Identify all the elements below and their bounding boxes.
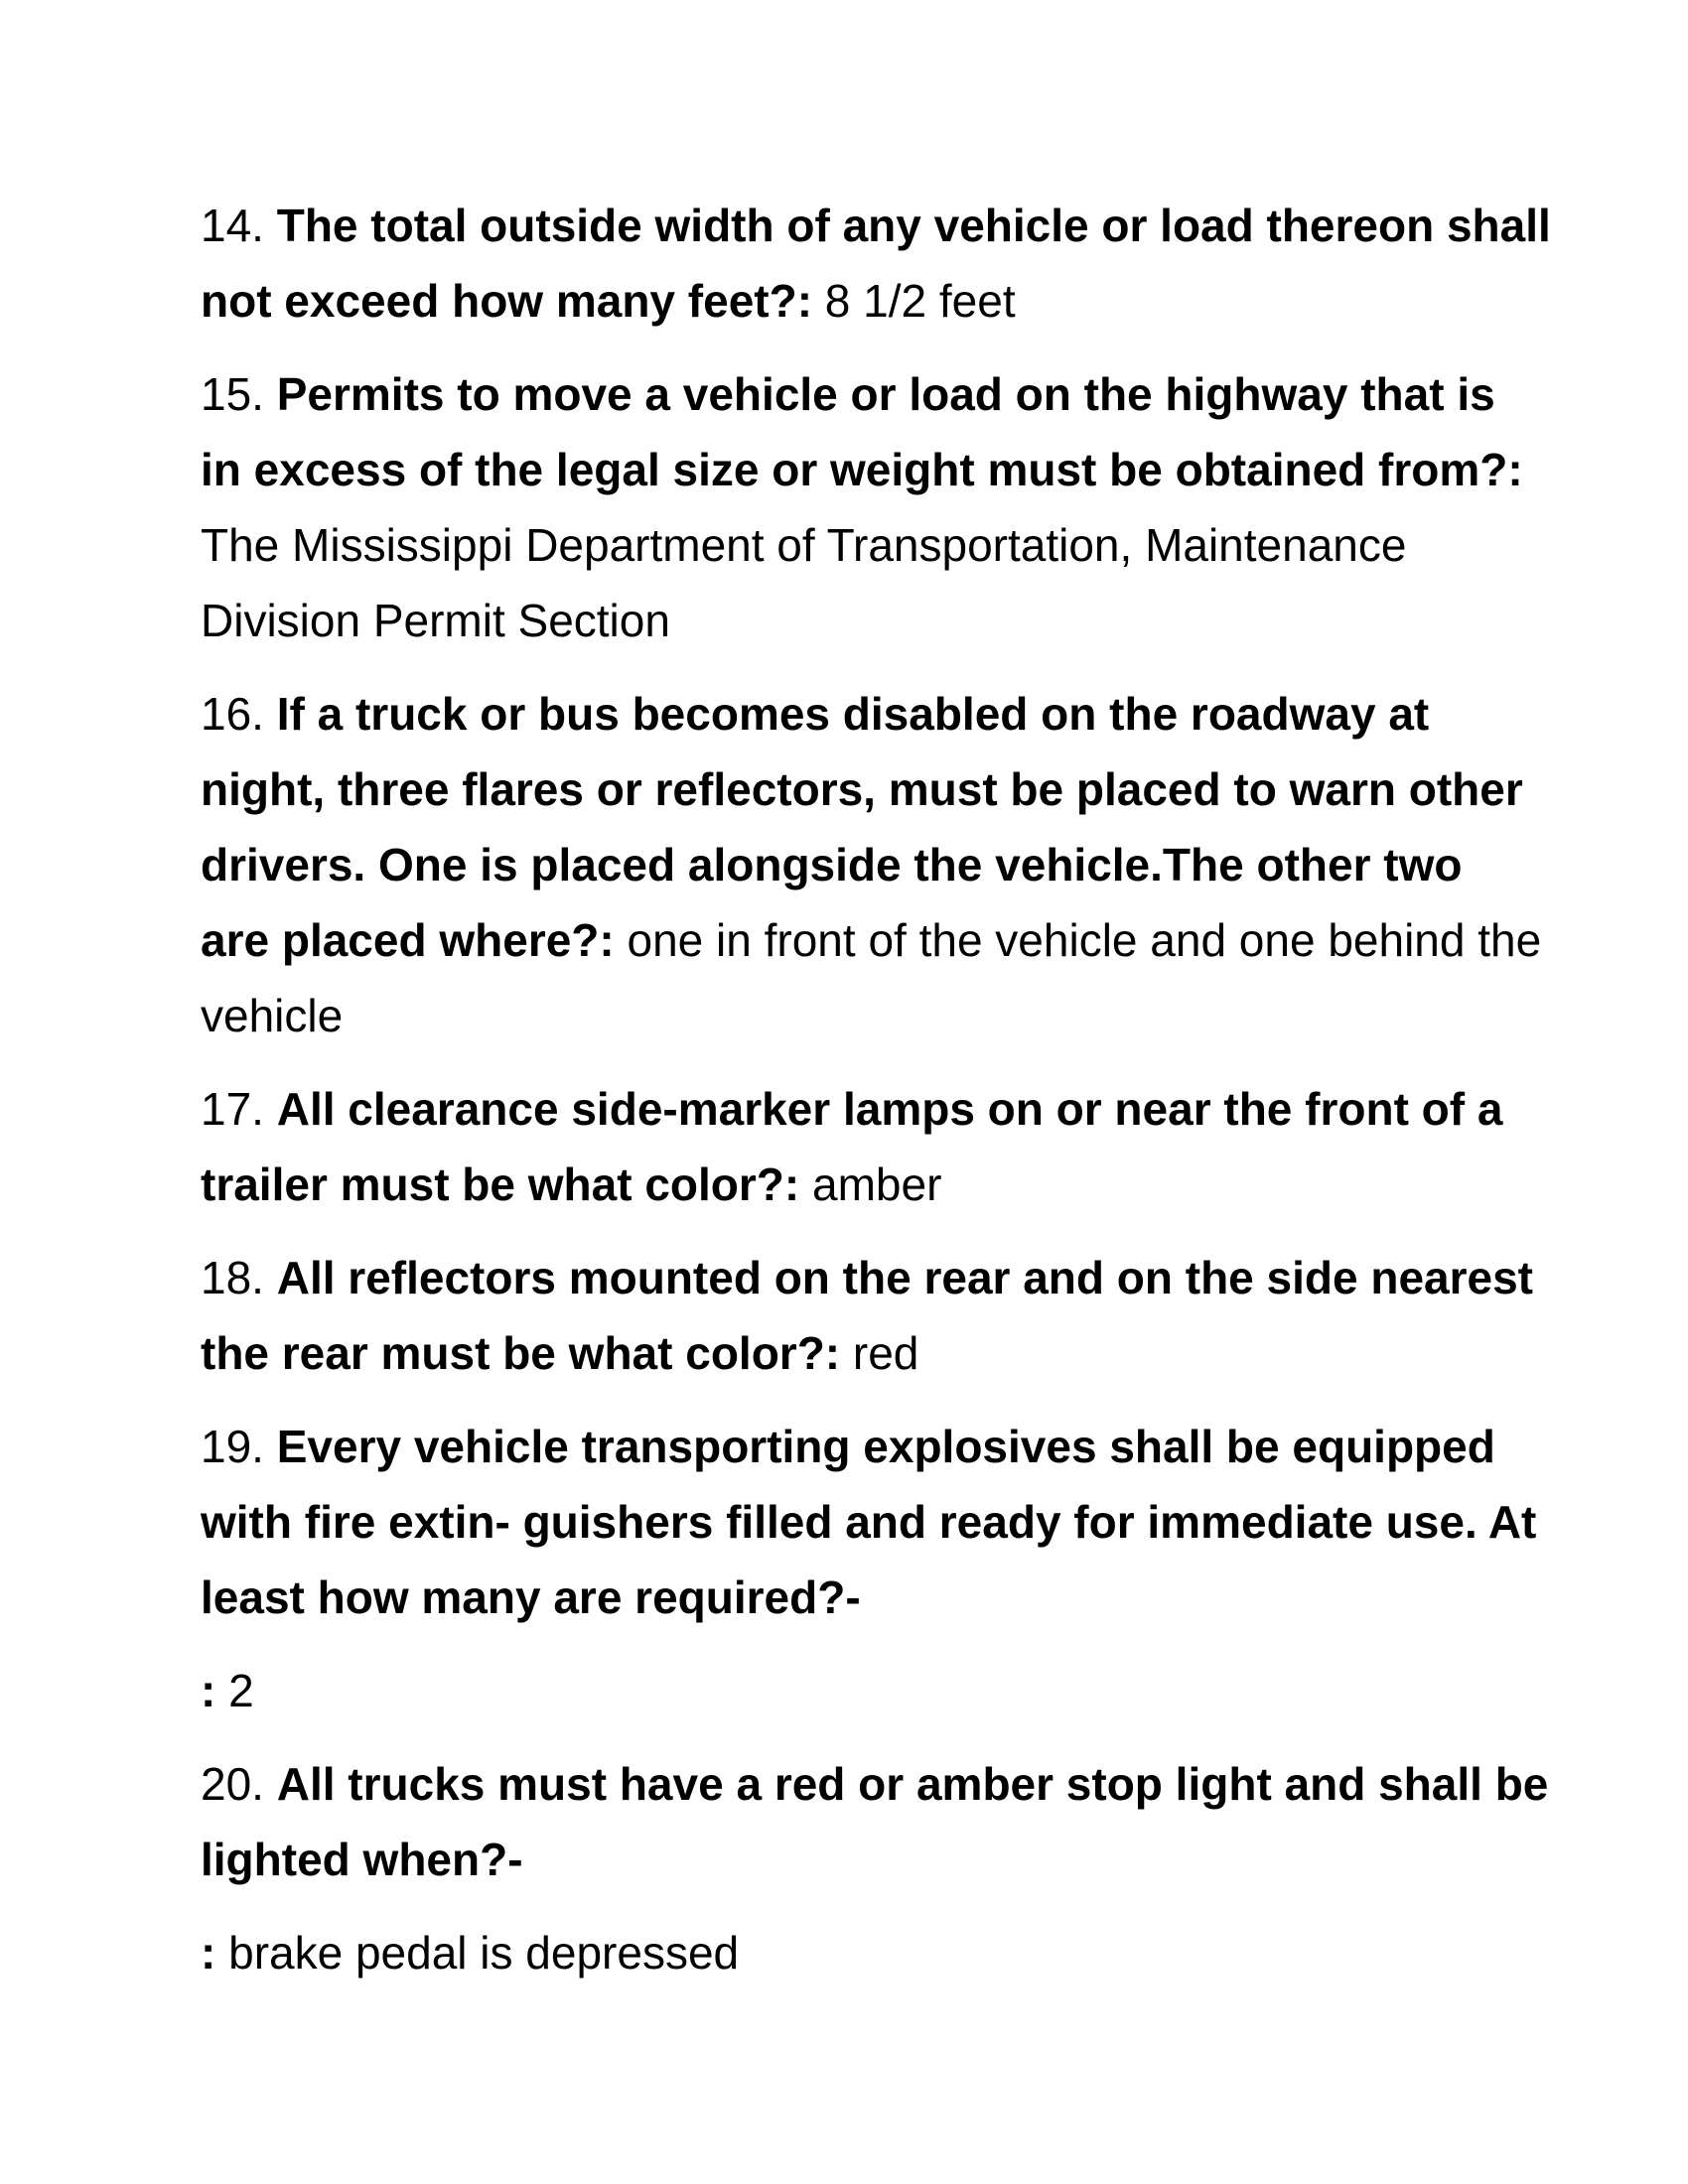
question-text: are placed where?: — [201, 914, 615, 966]
document-page — [201, 188, 1551, 2008]
answer-colon: : — [201, 1665, 216, 1716]
question-17 — [201, 1071, 1511, 1222]
question-18 — [201, 1240, 1534, 1391]
answer-text: 2 — [228, 1665, 254, 1716]
question-text: with fire extin- guishers filled and ready for immediate use. At — [201, 1496, 1537, 1548]
question-number: 16. — [201, 688, 264, 740]
question-line — [201, 1147, 1511, 1222]
question-line — [201, 1240, 1534, 1315]
question-text: All trucks must have a red or amber stop light and shall be — [276, 1758, 1549, 1810]
question-16 — [201, 676, 1542, 1053]
question-19 — [201, 1409, 1537, 1635]
answer-text: vehicle — [201, 990, 344, 1041]
question-number: 19. — [201, 1421, 264, 1472]
question-text: drivers. One is placed alongside the vehicle.The other two — [201, 839, 1463, 890]
answer-20 — [201, 1915, 1511, 1990]
question-text: All reflectors mounted on the rear and on the side nearest — [276, 1252, 1534, 1303]
answer-colon: : — [201, 1927, 216, 1979]
answer-text: red — [852, 1327, 919, 1379]
question-text: lighted when?- — [201, 1834, 523, 1885]
question-line — [201, 1409, 1511, 1484]
answer-19 — [201, 1653, 1511, 1728]
answer-text: Division Permit Section — [201, 595, 670, 646]
question-text: night, three flares or reflectors, must be placed to warn other — [201, 763, 1523, 815]
question-line — [201, 827, 1511, 902]
question-text: trailer must be what color?: — [201, 1159, 800, 1210]
answer-text: The Mississippi Department of Transportation, Maintenance — [201, 519, 1407, 571]
question-text: least how many are required?- — [201, 1571, 861, 1623]
question-number: 14. — [201, 200, 264, 251]
question-number: 15. — [201, 368, 264, 420]
question-line — [201, 263, 1511, 339]
question-text: Permits to move a vehicle or load on the highway that is — [276, 368, 1495, 420]
question-text: not exceed how many feet?: — [201, 275, 813, 327]
question-text: All clearance side-marker lamps on or near the front of a — [276, 1083, 1503, 1135]
question-line — [201, 1822, 1511, 1897]
question-text: the rear must be what color?: — [201, 1327, 841, 1379]
question-14 — [201, 188, 1551, 339]
question-line — [201, 356, 1511, 432]
question-line — [201, 432, 1523, 507]
question-number: 18. — [201, 1252, 264, 1303]
question-15 — [201, 356, 1523, 658]
question-number: 17. — [201, 1083, 264, 1135]
question-text: If a truck or bus becomes disabled on the roadway at — [276, 688, 1430, 740]
answer-line — [201, 978, 1511, 1053]
question-line — [201, 1484, 1537, 1560]
answer-text: amber — [812, 1159, 942, 1210]
question-line — [201, 751, 1523, 827]
question-text: in excess of the legal size or weight must be obtained from?: — [201, 444, 1523, 495]
answer-line — [201, 1653, 1511, 1728]
question-line — [201, 676, 1511, 751]
question-20 — [201, 1746, 1549, 1897]
question-line — [201, 902, 1542, 978]
answer-line — [201, 1915, 1511, 1990]
question-text: Every vehicle transporting explosives shall be equipped — [276, 1421, 1495, 1472]
answer-line — [201, 583, 1511, 658]
question-text: The total outside width of any vehicle or load thereon shall — [276, 200, 1551, 251]
question-line — [201, 1560, 1511, 1635]
question-line — [201, 188, 1551, 263]
question-line — [201, 1071, 1511, 1147]
answer-text: 8 1/2 feet — [824, 275, 1016, 327]
answer-line — [201, 507, 1511, 583]
answer-text: one in front of the vehicle and one behind the — [627, 914, 1542, 966]
answer-text: brake pedal is depressed — [228, 1927, 740, 1979]
question-line — [201, 1315, 1511, 1391]
question-line — [201, 1746, 1549, 1822]
question-number: 20. — [201, 1758, 264, 1810]
